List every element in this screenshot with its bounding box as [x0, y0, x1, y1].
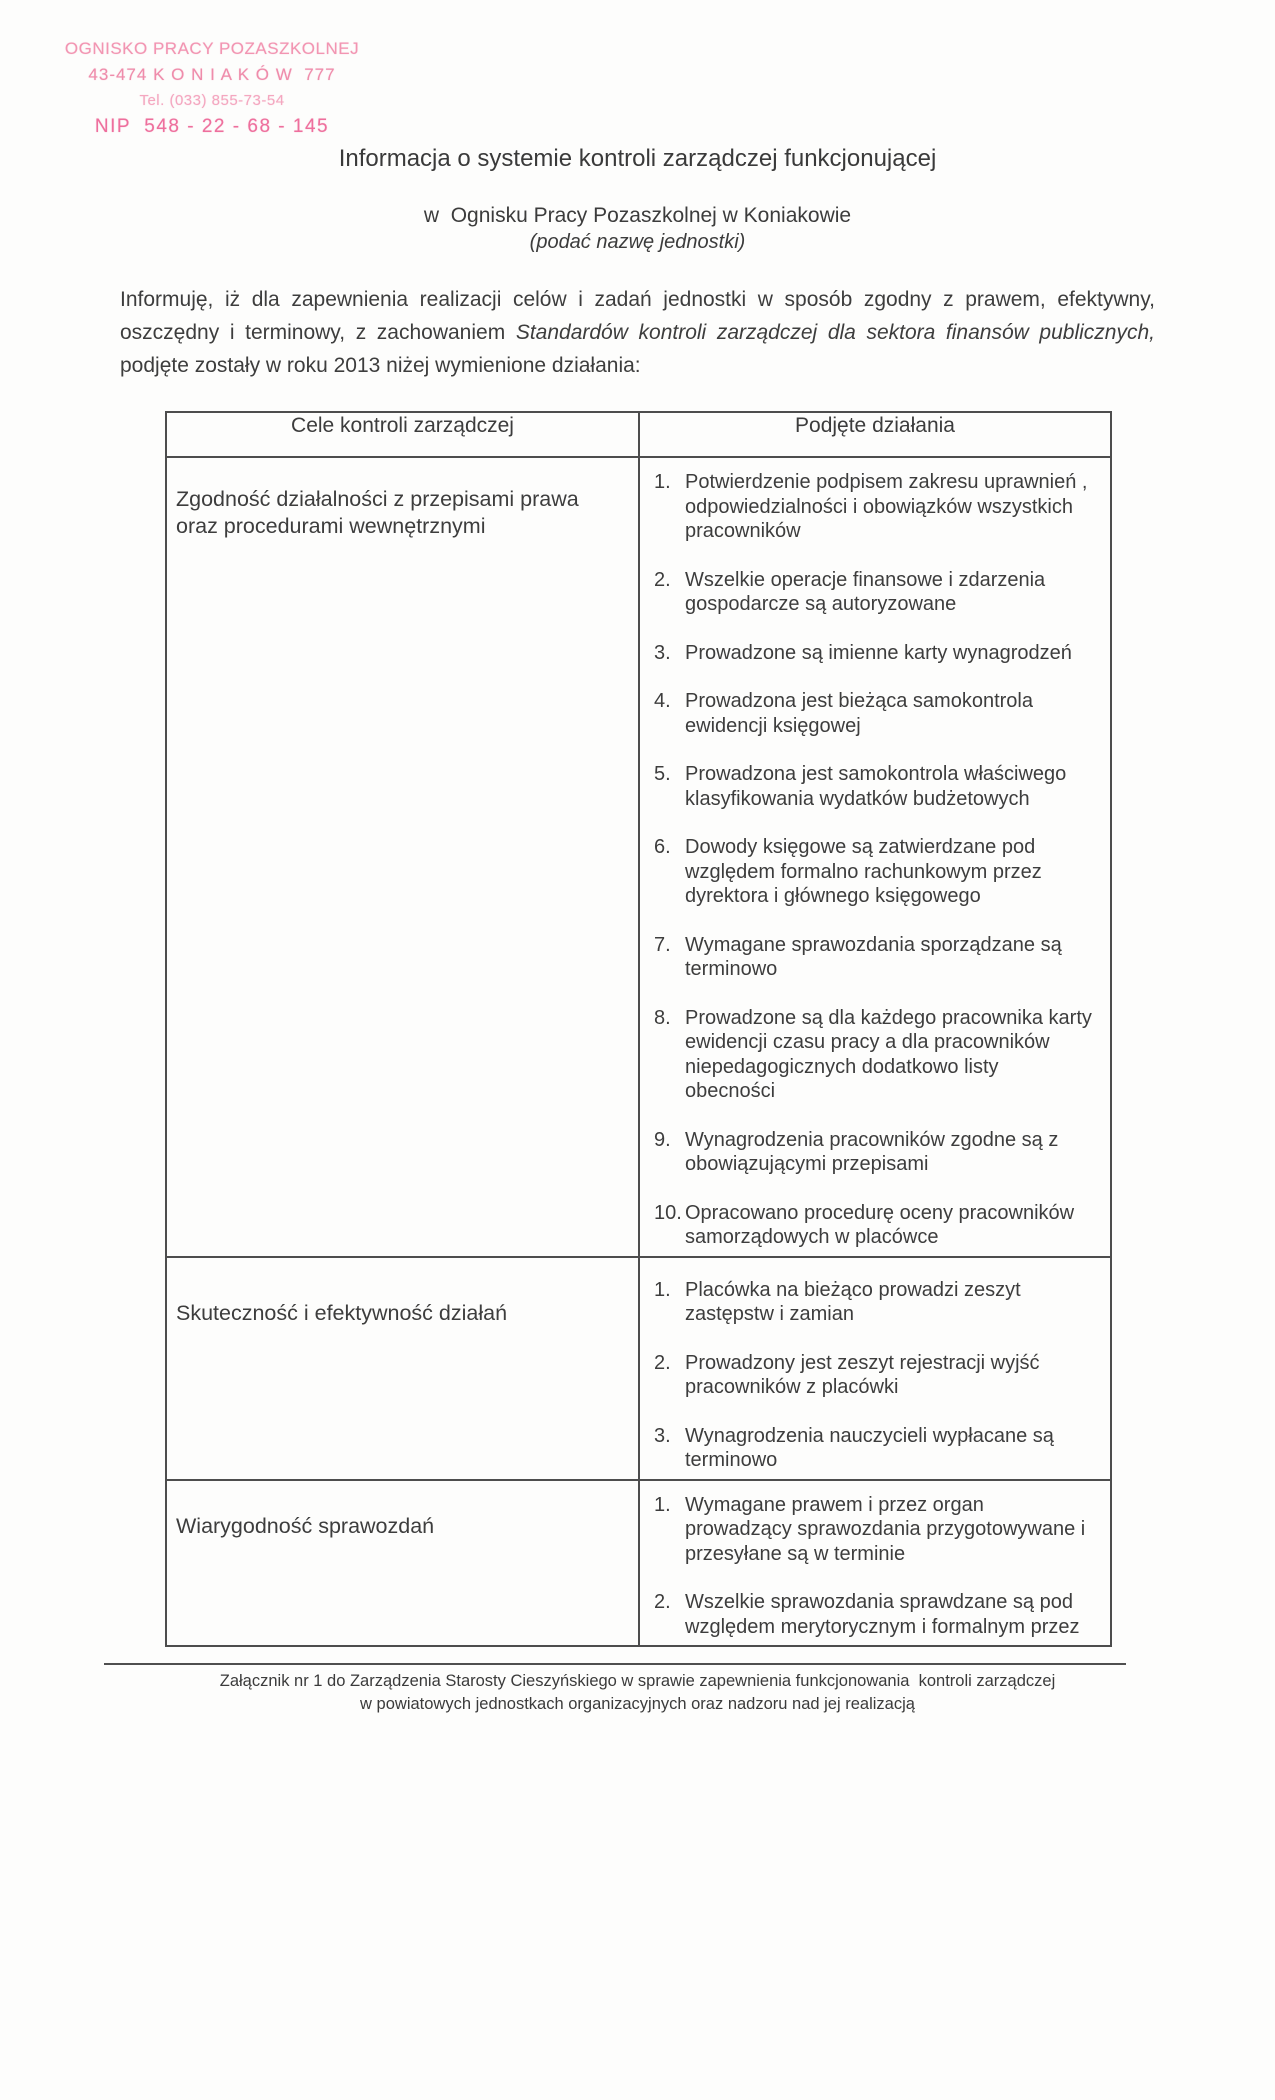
list-item: Opracowano procedurę oceny pracowników samorządowych w placówce — [685, 1201, 1075, 1248]
page-subtitle-unit-name: w Ognisku Pracy Pozaszkolnej w Koniakowie — [423, 204, 852, 227]
footer-attachment-note — [120, 1670, 1155, 1716]
intro-text-italic-standards: Standardów kontroli zarządczej dla sektora finansów publicznych, — [515, 321, 1155, 344]
list-item: Wymagane prawem i przez organ prowadzący sprawozdania przygotowywane i przesyłane są w terminie — [685, 1493, 1086, 1565]
list-item: Wynagrodzenia pracowników zgodne są z obowiązującymi przepisami — [685, 1128, 1059, 1175]
table-row-effectiveness — [166, 1257, 1111, 1480]
list-item: Prowadzony jest zeszyt rejestracji wyjść pracowników z placówki — [685, 1351, 1040, 1398]
list-item: Wynagrodzenia nauczycieli wypłacane są terminowo — [685, 1424, 1054, 1471]
actions-cell-effectiveness — [639, 1257, 1111, 1480]
stamp-phone: Tel. (033) 855-73-54 — [139, 92, 285, 109]
table-row-reliability — [166, 1480, 1111, 1647]
actions-cell-reliability — [639, 1480, 1111, 1647]
stamp-nip: NIP 548 - 22 - 68 - 145 — [94, 116, 330, 137]
actions-list — [640, 1258, 1110, 1479]
list-item: Wszelkie operacje finansowe i zdarzenia gospodarcze są autoryzowane — [685, 568, 1046, 615]
list-item: Placówka na bieżąco prowadzi zeszyt zastępstw i zamian — [685, 1278, 1021, 1325]
list-item: Dowody księgowe są zatwierdzane pod względem formalno rachunkowym przez dyrektora i głównego księgowego — [685, 836, 1042, 907]
page-title: Informacja o systemie kontroli zarządczej funkcjonującej — [338, 145, 937, 172]
intro-paragraph — [120, 283, 1155, 382]
footer-divider — [104, 1663, 1126, 1665]
intro-text-part1: Informuję, iż dla zapewnienia realizacji celów i zadań jednostki w sposób zgodny z prawem, efektywny, oszczędny i terminowy, z zachowaniem — [120, 288, 1155, 344]
list-item: Prowadzone są imienne karty wynagrodzeń — [685, 641, 1072, 664]
list-item: Wszelkie sprawozdania sprawdzane są pod względem merytorycznym i formalnym przez — [685, 1591, 1080, 1638]
institution-stamp — [52, 36, 372, 140]
intro-text-part2: podjęte zostały w roku 2013 niżej wymienione działania: — [120, 354, 641, 377]
footer-note-line1: Załącznik nr 1 do Zarządzenia Starosty Cieszyńskiego w sprawie zapewnienia funkcjonowania kontroli zarządczej — [219, 1672, 1056, 1690]
actions-cell-compliance — [639, 457, 1111, 1257]
list-item: Wymagane sprawozdania sporządzane są terminowo — [685, 933, 1062, 980]
goal-cell-compliance: Zgodność działalności z przepisami prawa oraz procedurami wewnętrznymi — [166, 457, 639, 1257]
control-objectives-table — [165, 411, 1112, 1647]
column-header-actions: Podjęte działania — [639, 412, 1111, 457]
stamp-address: 43-474 K O N I A K Ó W 777 — [88, 65, 336, 84]
footer-note-line2: w powiatowych jednostkach organizacyjnych oraz nadzoru nad jej realizacją — [360, 1695, 915, 1713]
list-item: Potwierdzenie podpisem zakresu uprawnień , odpowiedzialności i obowiązków wszystkich pracowników — [685, 471, 1088, 542]
table-row-compliance — [166, 457, 1111, 1257]
goal-cell-reliability: Wiarygodność sprawozdań — [166, 1480, 639, 1647]
list-item: Prowadzone są dla każdego pracownika karty ewidencji czasu pracy a dla pracowników niepedagogicznych dodatkowo listy obecności — [685, 1006, 1092, 1102]
page-subtitle-note: (podać nazwę jednostki) — [529, 231, 746, 253]
goal-cell-effectiveness: Skuteczność i efektywność działań — [166, 1257, 639, 1480]
list-item: Prowadzona jest samokontrola właściwego klasyfikowania wydatków budżetowych — [685, 763, 1067, 810]
actions-list — [640, 1481, 1110, 1646]
stamp-institution-name: OGNISKO PRACY POZASZKOLNEJ — [64, 39, 360, 58]
actions-list — [640, 458, 1110, 1256]
list-item: Prowadzona jest bieżąca samokontrola ewidencji księgowej — [685, 690, 1033, 737]
column-header-goals: Cele kontroli zarządczej — [166, 412, 639, 457]
table-header-row — [166, 412, 1111, 457]
